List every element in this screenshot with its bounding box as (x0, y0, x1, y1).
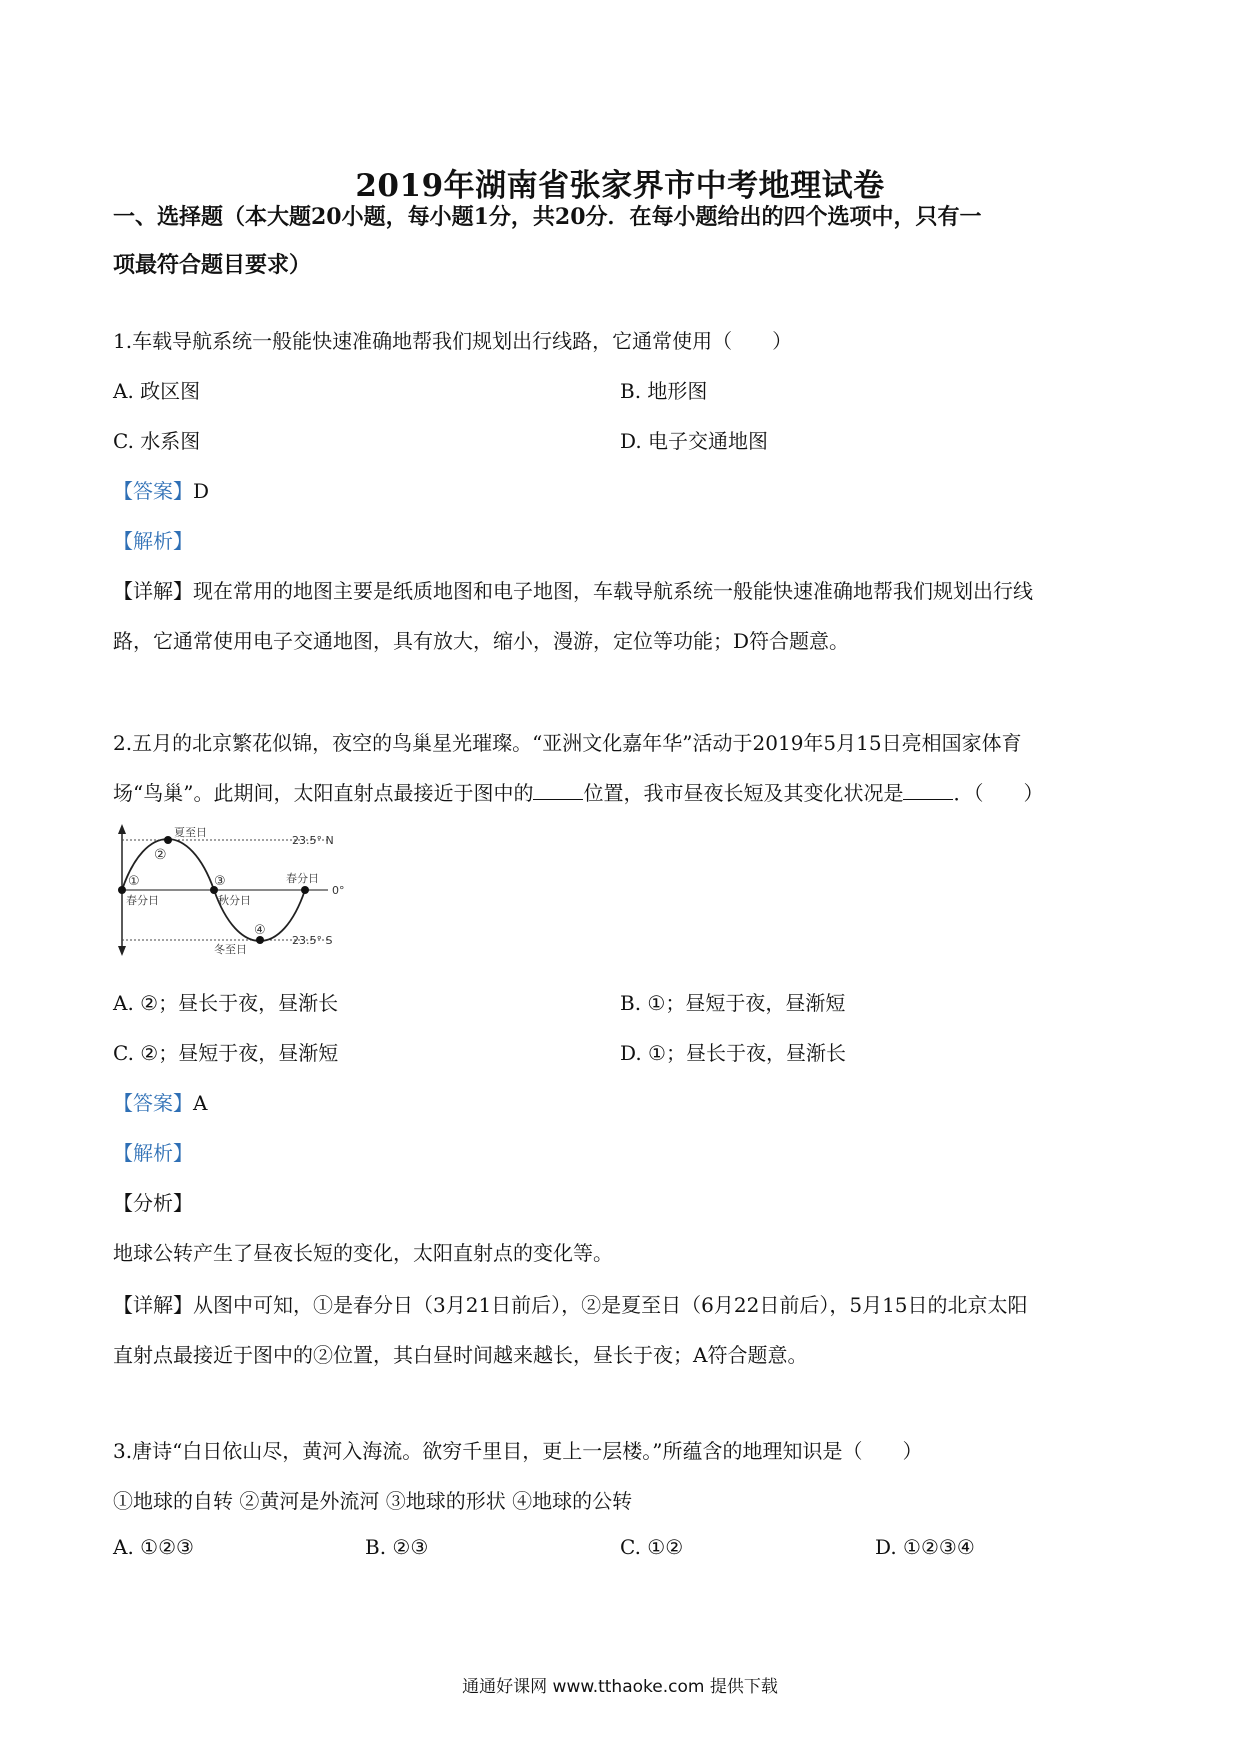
q1-analysis-tag: 【解析】 (113, 529, 193, 553)
q2-detail-line2: 直射点最接近于图中的②位置，其白昼时间越来越长，昼长于夜；A符合题意。 (113, 1343, 808, 1367)
q1-option-d: D. 电子交通地图 (620, 429, 769, 453)
label-p4: ④ (254, 923, 266, 938)
q3-option-c: C. ①② (620, 1535, 684, 1559)
q2-fenxi-tag: 【分析】 (113, 1191, 193, 1215)
q3-option-a: A. ①②③ (113, 1535, 194, 1559)
label-p1: ① (128, 874, 140, 889)
label-spring-1: 春分日 (126, 894, 159, 907)
q2-detail-tag: 【详解】 (113, 1293, 193, 1317)
page-title: 2019年湖南省张家界市中考地理试卷 (355, 168, 885, 204)
section-heading-line1: 一、选择题（本大题20小题，每小题1分，共20分．在每小题给出的四个选项中，只有一 (113, 204, 982, 230)
q2-stem-line2 (113, 777, 1043, 806)
q1-option-a: A. 政区图 (113, 379, 201, 403)
q3-option-b: B. ②③ (365, 1535, 429, 1559)
diagram-arrow-up-icon (118, 824, 126, 834)
q2-option-b: B. ①；昼短于夜，昼渐短 (620, 991, 846, 1015)
q2-stem-part-c: ．（ ） (953, 781, 1044, 805)
label-lat-n: 23.5° N (292, 834, 334, 847)
label-summer: 夏至日 (174, 826, 207, 839)
q2-option-d: D. ①；昼长于夜，昼渐长 (620, 1041, 846, 1065)
q2-detail-text1: 从图中可知，①是春分日（3月21日前后），②是夏至日（6月22日前后），5月15日的北京太阳 (193, 1293, 1028, 1317)
q1-detail-line1 (113, 575, 1033, 604)
page-footer: 通通好课网 www.tthaoke.com 提供下载 (462, 1677, 778, 1697)
label-lat-0: 0° (332, 884, 345, 897)
label-spring-2: 春分日 (286, 872, 319, 885)
q1-answer-tag: 【答案】 (113, 479, 193, 503)
label-p2: ② (154, 847, 167, 863)
q1-detail-line2: 路，它通常使用电子交通地图，具有放大，缩小，漫游，定位等功能；D符合题意。 (113, 629, 850, 653)
q1-option-b: B. 地形图 (620, 379, 708, 403)
q1-answer (113, 475, 209, 504)
q3-option-d: D. ①②③④ (875, 1535, 975, 1559)
q2-answer (113, 1087, 207, 1116)
label-autumn: 秋分日 (218, 894, 251, 907)
q2-option-a: A. ②；昼长于夜，昼渐长 (113, 991, 339, 1015)
q2-blank-1 (533, 781, 583, 800)
q2-analysis-tag: 【解析】 (113, 1141, 193, 1165)
point-spring-2 (301, 886, 309, 894)
q1-detail-tag: 【详解】 (113, 579, 193, 603)
q2-stem-part-a: 场“鸟巢”。此期间，太阳直射点最接近于图中的 (113, 781, 534, 805)
q2-answer-value: A (193, 1091, 208, 1115)
label-winter: 冬至日 (214, 943, 247, 956)
section-heading-line2: 项最符合题目要求） (113, 252, 312, 278)
q2-stem-line1: 2.五月的北京繁花似锦，夜空的鸟巢星光璀璨。“亚洲文化嘉年华”活动于2019年5月15日亮相国家体育 (113, 731, 1022, 755)
diagram-arrow-down-icon (118, 946, 126, 956)
label-p3: ③ (214, 874, 226, 889)
q3-stem: 3.唐诗“白日依山尽，黄河入海流。欲穷千里目，更上一层楼。”所蕴含的地理知识是（ ） (113, 1439, 923, 1463)
q2-answer-tag: 【答案】 (113, 1091, 193, 1115)
q2-detail-line1 (113, 1289, 1028, 1318)
q1-detail-text1: 现在常用的地图主要是纸质地图和电子地图，车载导航系统一般能快速准确地帮我们规划出行线 (193, 579, 1033, 603)
q3-items: ①地球的自转 ②黄河是外流河 ③地球的形状 ④地球的公转 (113, 1489, 633, 1513)
q2-option-c: C. ②；昼短于夜，昼渐短 (113, 1041, 339, 1065)
q2-blank-2 (903, 781, 953, 800)
q2-fenxi-text: 地球公转产生了昼夜长短的变化，太阳直射点的变化等。 (113, 1241, 613, 1265)
q1-stem: 1.车载导航系统一般能快速准确地帮我们规划出行线路，它通常使用（ ） (113, 329, 793, 353)
q1-answer-value: D (193, 479, 210, 503)
q2-stem-part-b: 位置，我市昼夜长短及其变化状况是 (583, 781, 904, 805)
point-spring-1 (118, 886, 126, 894)
sun-direct-point-diagram (110, 822, 400, 957)
q1-option-c: C. 水系图 (113, 429, 201, 453)
point-summer (164, 836, 172, 844)
label-lat-s: 23.5° S (292, 934, 333, 947)
